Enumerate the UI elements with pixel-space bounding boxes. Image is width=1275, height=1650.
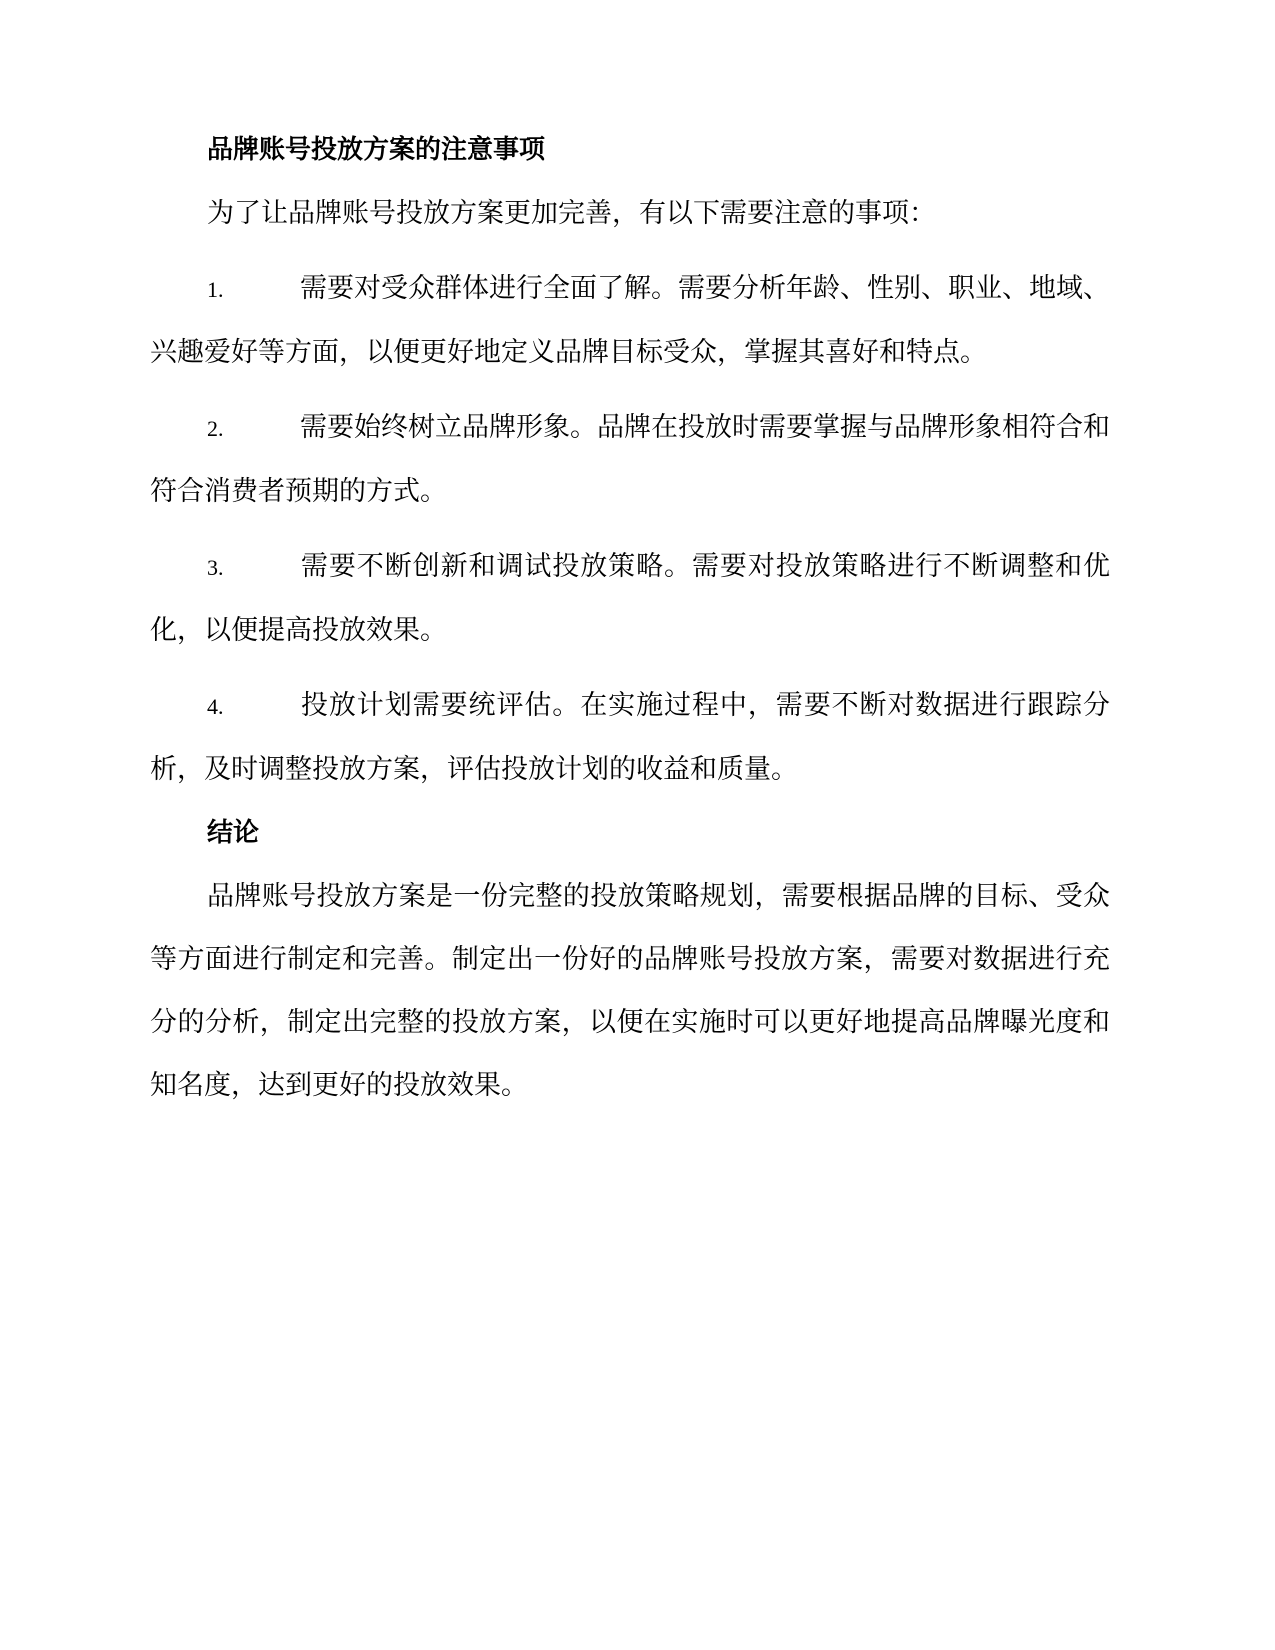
list-item-text: 需要始终树立品牌形象。品牌在投放时需要掌握与品牌形象相符合和符合消费者预期的方式。 (150, 412, 1110, 507)
section-heading-conclusion: 结论 (207, 818, 260, 848)
list-number: 4. (207, 694, 224, 719)
list-number: 3. (207, 555, 224, 580)
list-number: 2. (207, 416, 224, 441)
document-content (150, 130, 1110, 1117)
list-item-text: 投放计划需要统评估。在实施过程中，需要不断对数据进行跟踪分析，及时调整投放方案，评估投放计划的收益和质量。 (150, 690, 1110, 785)
list-item (150, 396, 1110, 523)
intro-paragraph: 为了让品牌账号投放方案更加完善，有以下需要注意的事项： (207, 198, 936, 229)
section-heading-notes: 品牌账号投放方案的注意事项 (207, 135, 546, 165)
list-item-text: 需要对受众群体进行全面了解。需要分析年龄、性别、职业、地域、兴趣爱好等方面，以便更好地定义品牌目标受众，掌握其喜好和特点。 (150, 273, 1110, 368)
list-item (150, 257, 1110, 384)
list-item (150, 674, 1110, 801)
list-item (150, 535, 1110, 662)
list-number: 1. (207, 277, 224, 302)
list-item-text: 需要不断创新和调试投放策略。需要对投放策略进行不断调整和优化，以便提高投放效果。 (150, 551, 1110, 646)
conclusion-paragraph: 品牌账号投放方案是一份完整的投放策略规划，需要根据品牌的目标、受众等方面进行制定和完善。制定出一份好的品牌账号投放方案，需要对数据进行充分的分析，制定出完整的投放方案，以便在实施时可以更好地提高品牌曝光度和知名度，达到更好的投放效果。 (150, 881, 1110, 1101)
